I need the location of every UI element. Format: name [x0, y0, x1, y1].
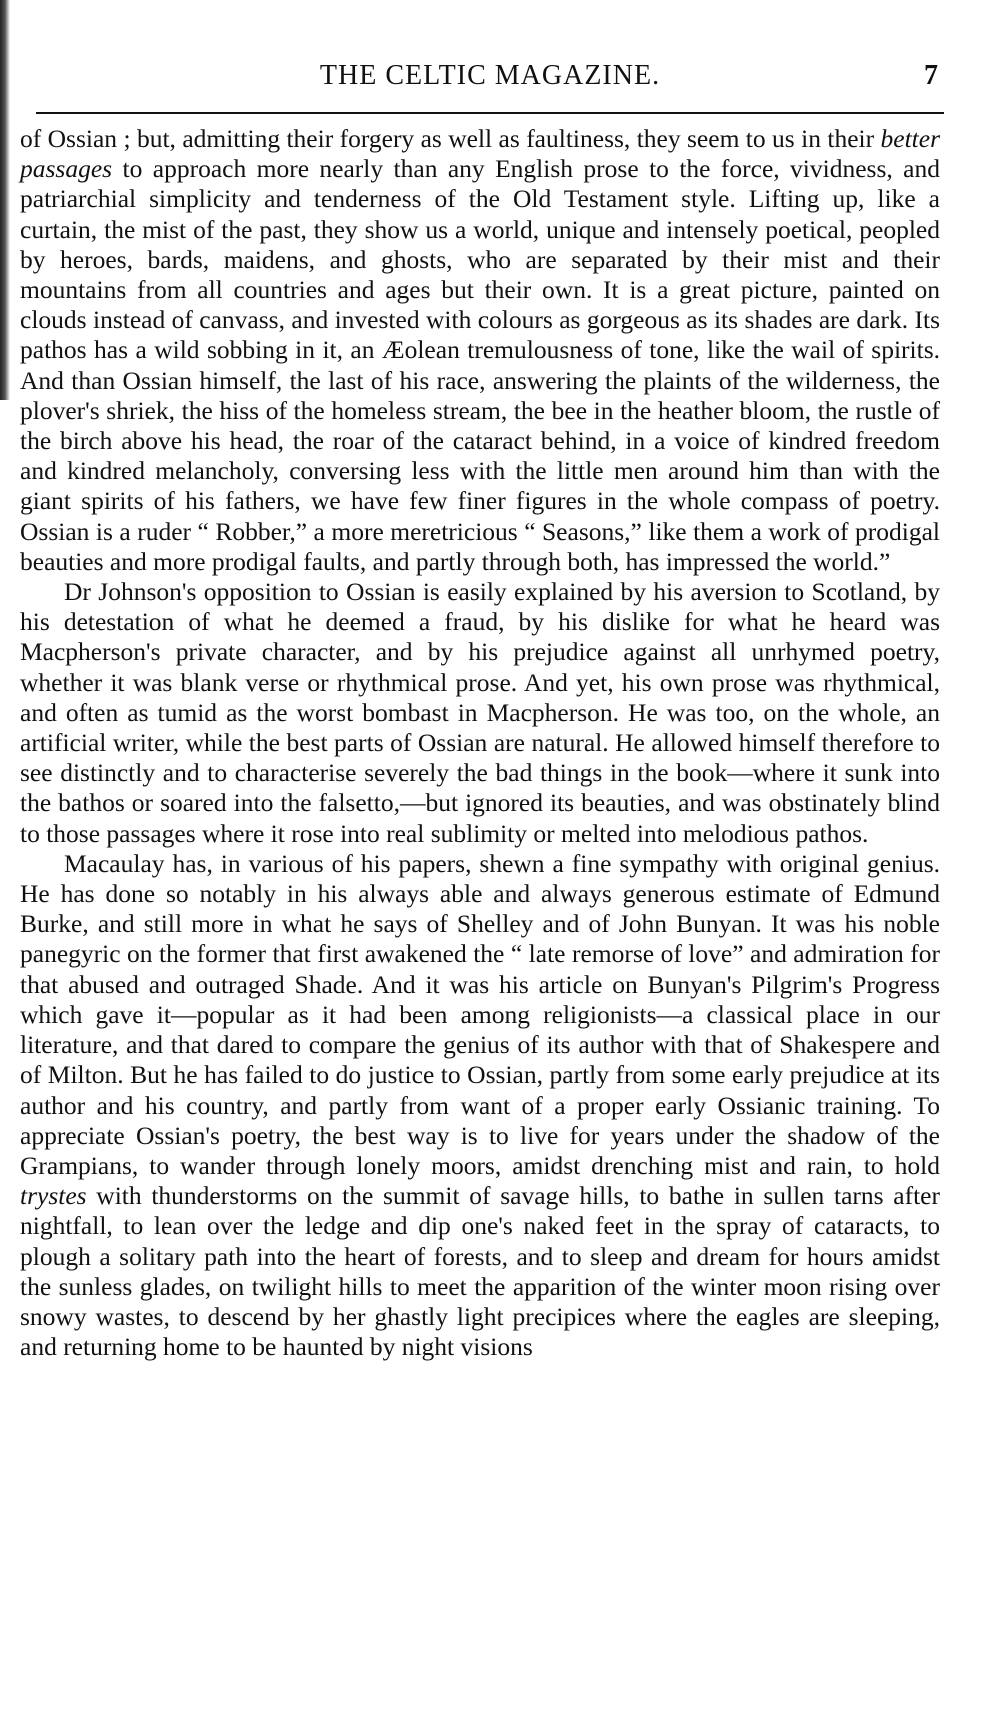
- paragraph-3: [20, 849, 940, 1362]
- running-title: THE CELTIC MAGAZINE.: [319, 60, 661, 91]
- paragraph-3-part-a: Macaulay has, in various of his papers, shewn a fine sympathy with original genius. He has done so notably in his always able and always generous estimate of Edmund Burke, and still more in what he says of Shelley and of John Bunyan. It was his noble panegyric on the former that first awakened the “ late remorse of love” and admiration for that abused and outraged Shade. And it was his article on Bunyan's Pilgrim's Progress which gave it—popular as it had been among religionists—a classical place in our literature, and that dared to compare the genius of its author with that of Shakespere and of Milton. But he has failed to do justice to Ossian, partly from some early prejudice at its author and his country, and partly from want of a proper early Ossianic training. To appreciate Ossian's poetry, the best way is to live for years under the shadow of the Grampians, to wander through lonely moors, amidst drenching mist and rain, to hold: [20, 848, 940, 1180]
- page-number: 7: [924, 60, 938, 91]
- paragraph-1: [20, 124, 940, 577]
- italic-phrase-better-passages: better passages: [20, 124, 940, 184]
- header-rule: [36, 112, 944, 114]
- paragraph-1-part-a: of Ossian ; but, admitting their forgery as well as faultiness, they seem to us in their: [20, 124, 881, 153]
- binding-shadow: [0, 0, 10, 400]
- paragraph-2: Dr Johnson's opposition to Ossian is easily explained by his aversion to Scotland, by his detestation of what he deemed a fraud, by his dislike for what he heard was Macpherson's private character, and by his prejudice against all unrhymed poetry, whether it was blank verse or rhythmical prose. And yet, his own prose was rhythmical, and often as tumid as the worst bombast in Macpherson. He was too, on the whole, an artificial writer, while the best parts of Ossian are natural. He allowed himself therefore to see distinctly and to characterise severely the bad things in the book—where it sunk into the bathos or soared into the falsetto,—but ignored its beauties, and was obstinately blind to those passages where it rose into real sublimity or melted into melodious pathos.: [20, 577, 940, 848]
- paragraph-1-part-c: to approach more nearly than any English prose to the force, vividness, and patriarchial simplicity and tenderness of the Old Testament style. Lifting up, like a curtain, the mist of the past, they show us a world, unique and intensely poetical, peopled by heroes, bards, maidens, and ghosts, who are separated by their mist and their mountains from all countries and ages but their own. It is a great picture, painted on clouds instead of canvass, and invested with colours as gorgeous as its shades are dark. Its pathos has a wild sobbing in it, an Æolean tremulousness of tone, like the wail of spirits. And than Ossian himself, the last of his race, answering the plaints of the wilderness, the plover's shriek, the hiss of the homeless stream, the bee in the heather bloom, the rustle of the birch above his head, the roar of the cataract behind, in a voice of kindred freedom and kindred melancholy, conversing less with the little men around him than with the giant spirits of his fathers, we have few finer figures in the whole compass of poetry. Ossian is a ruder “ Robber,” a more meretricious “ Seasons,” like them a work of prodigal beauties and more prodigal faults, and partly through both, has impressed the world.”: [20, 154, 940, 576]
- body-text: [20, 124, 940, 1362]
- page-header: [36, 54, 944, 100]
- italic-word-trystes: trystes: [20, 1181, 87, 1211]
- paragraph-3-part-c: with thunderstorms on the summit of savage hills, to bathe in sullen tarns after nightfall, to lean over the ledge and dip one's naked feet in the spray of cataracts, to plough a solitary path into the heart of forests, and to sleep and dream for hours amidst the sunless glades, on twilight hills to meet the apparition of the winter moon rising over snowy wastes, to descend by her ghastly light precipices where the eagles are sleeping, and returning home to be haunted by night visions: [20, 1181, 940, 1362]
